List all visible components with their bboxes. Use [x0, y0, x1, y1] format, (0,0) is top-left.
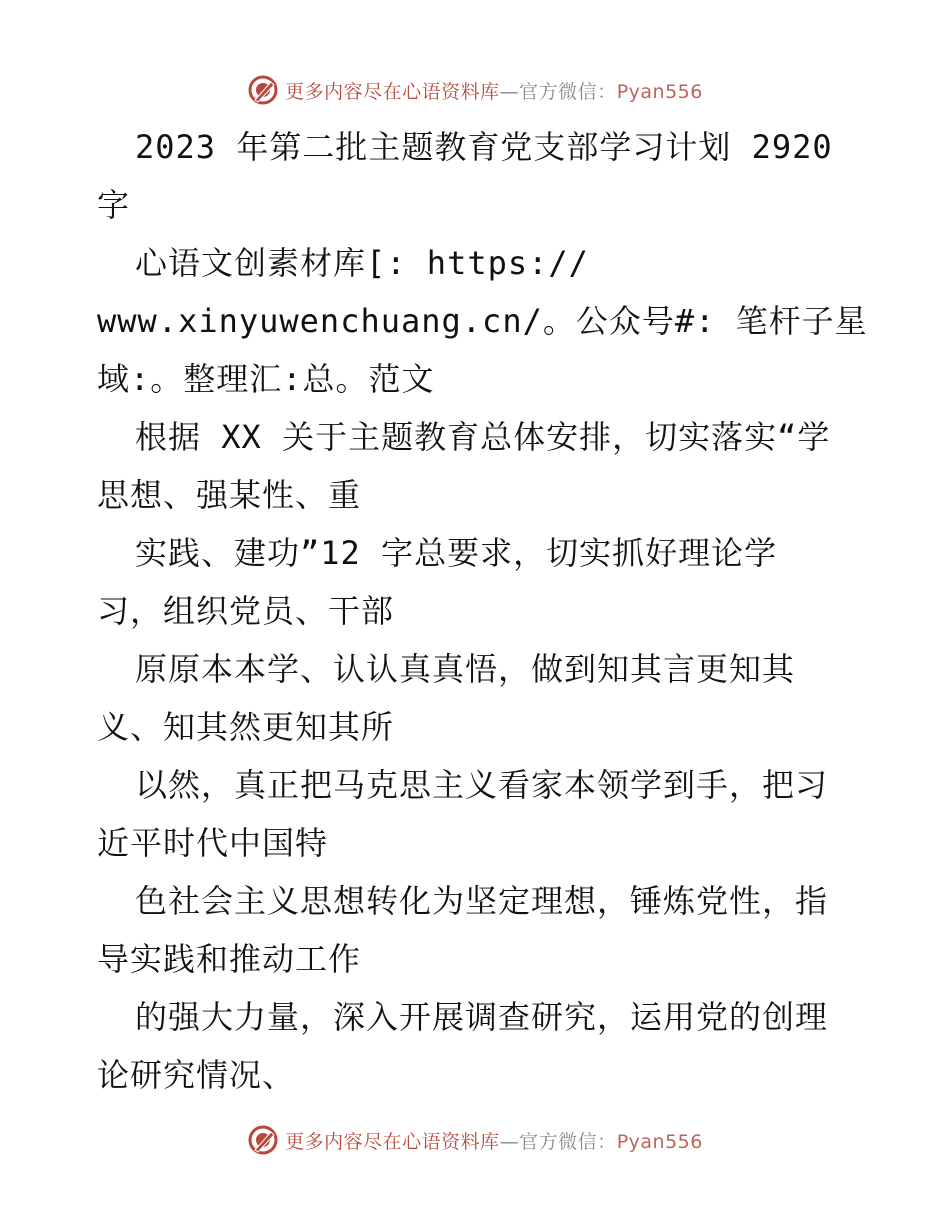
document-line: 近平时代中国特 — [97, 824, 329, 862]
header-banner-inner — [247, 74, 703, 106]
official-label: 官方微信： — [519, 80, 617, 103]
banner-dash: — — [499, 80, 520, 103]
document-line: 以然，真正把马克思主义看家本领学到手，把习 — [135, 766, 829, 804]
document-line: 义、知其然更知其所 — [97, 708, 395, 746]
pen-logo-icon — [247, 1124, 279, 1156]
pen-logo-icon — [247, 74, 279, 106]
document-body — [97, 118, 868, 1104]
document-line: 原原本本学、认认真真悟，做到知其言更知其 — [135, 650, 796, 688]
document-title-line-1: 2023 年第二批主题教育党支部学习计划 2920 — [135, 128, 833, 166]
header-banner-text — [285, 77, 703, 104]
document-line: 习，组织党员、干部 — [97, 592, 395, 630]
footer-banner-inner — [247, 1124, 703, 1156]
brand-text: 更多内容尽在心语资料库 — [285, 80, 500, 103]
document-line: 实践、建功”12 字总要求，切实抓好理论学 — [135, 534, 778, 572]
brand-text: 更多内容尽在心语资料库 — [285, 1130, 500, 1153]
document-line: 论研究情况、 — [97, 1056, 296, 1094]
document-line: 心语文创素材库[: https:// — [135, 244, 589, 282]
banner-dash: — — [499, 1130, 520, 1153]
header-banner — [0, 70, 950, 110]
wechat-id: Pyan556 — [616, 1130, 703, 1153]
document-title-line-2: 字 — [97, 186, 131, 224]
document-line: 域:。整理汇:总。范文 — [97, 360, 435, 398]
document-line: 思想、强某性、重 — [97, 476, 362, 514]
document-line: 导实践和推动工作 — [97, 940, 362, 978]
document-line: 根据 XX 关于主题教育总体安排，切实落实“学 — [135, 418, 831, 456]
document-line: www.xinyuwenchuang.cn/。公众号#: 笔杆子星 — [97, 302, 868, 340]
official-label: 官方微信： — [519, 1130, 617, 1153]
document-line: 色社会主义思想转化为坚定理想，锤炼党性，指 — [135, 882, 829, 920]
footer-banner — [0, 1120, 950, 1160]
wechat-id: Pyan556 — [616, 80, 703, 103]
document-line: 的强大力量，深入开展调查研究，运用党的创理 — [135, 998, 829, 1036]
footer-banner-text — [285, 1127, 703, 1154]
